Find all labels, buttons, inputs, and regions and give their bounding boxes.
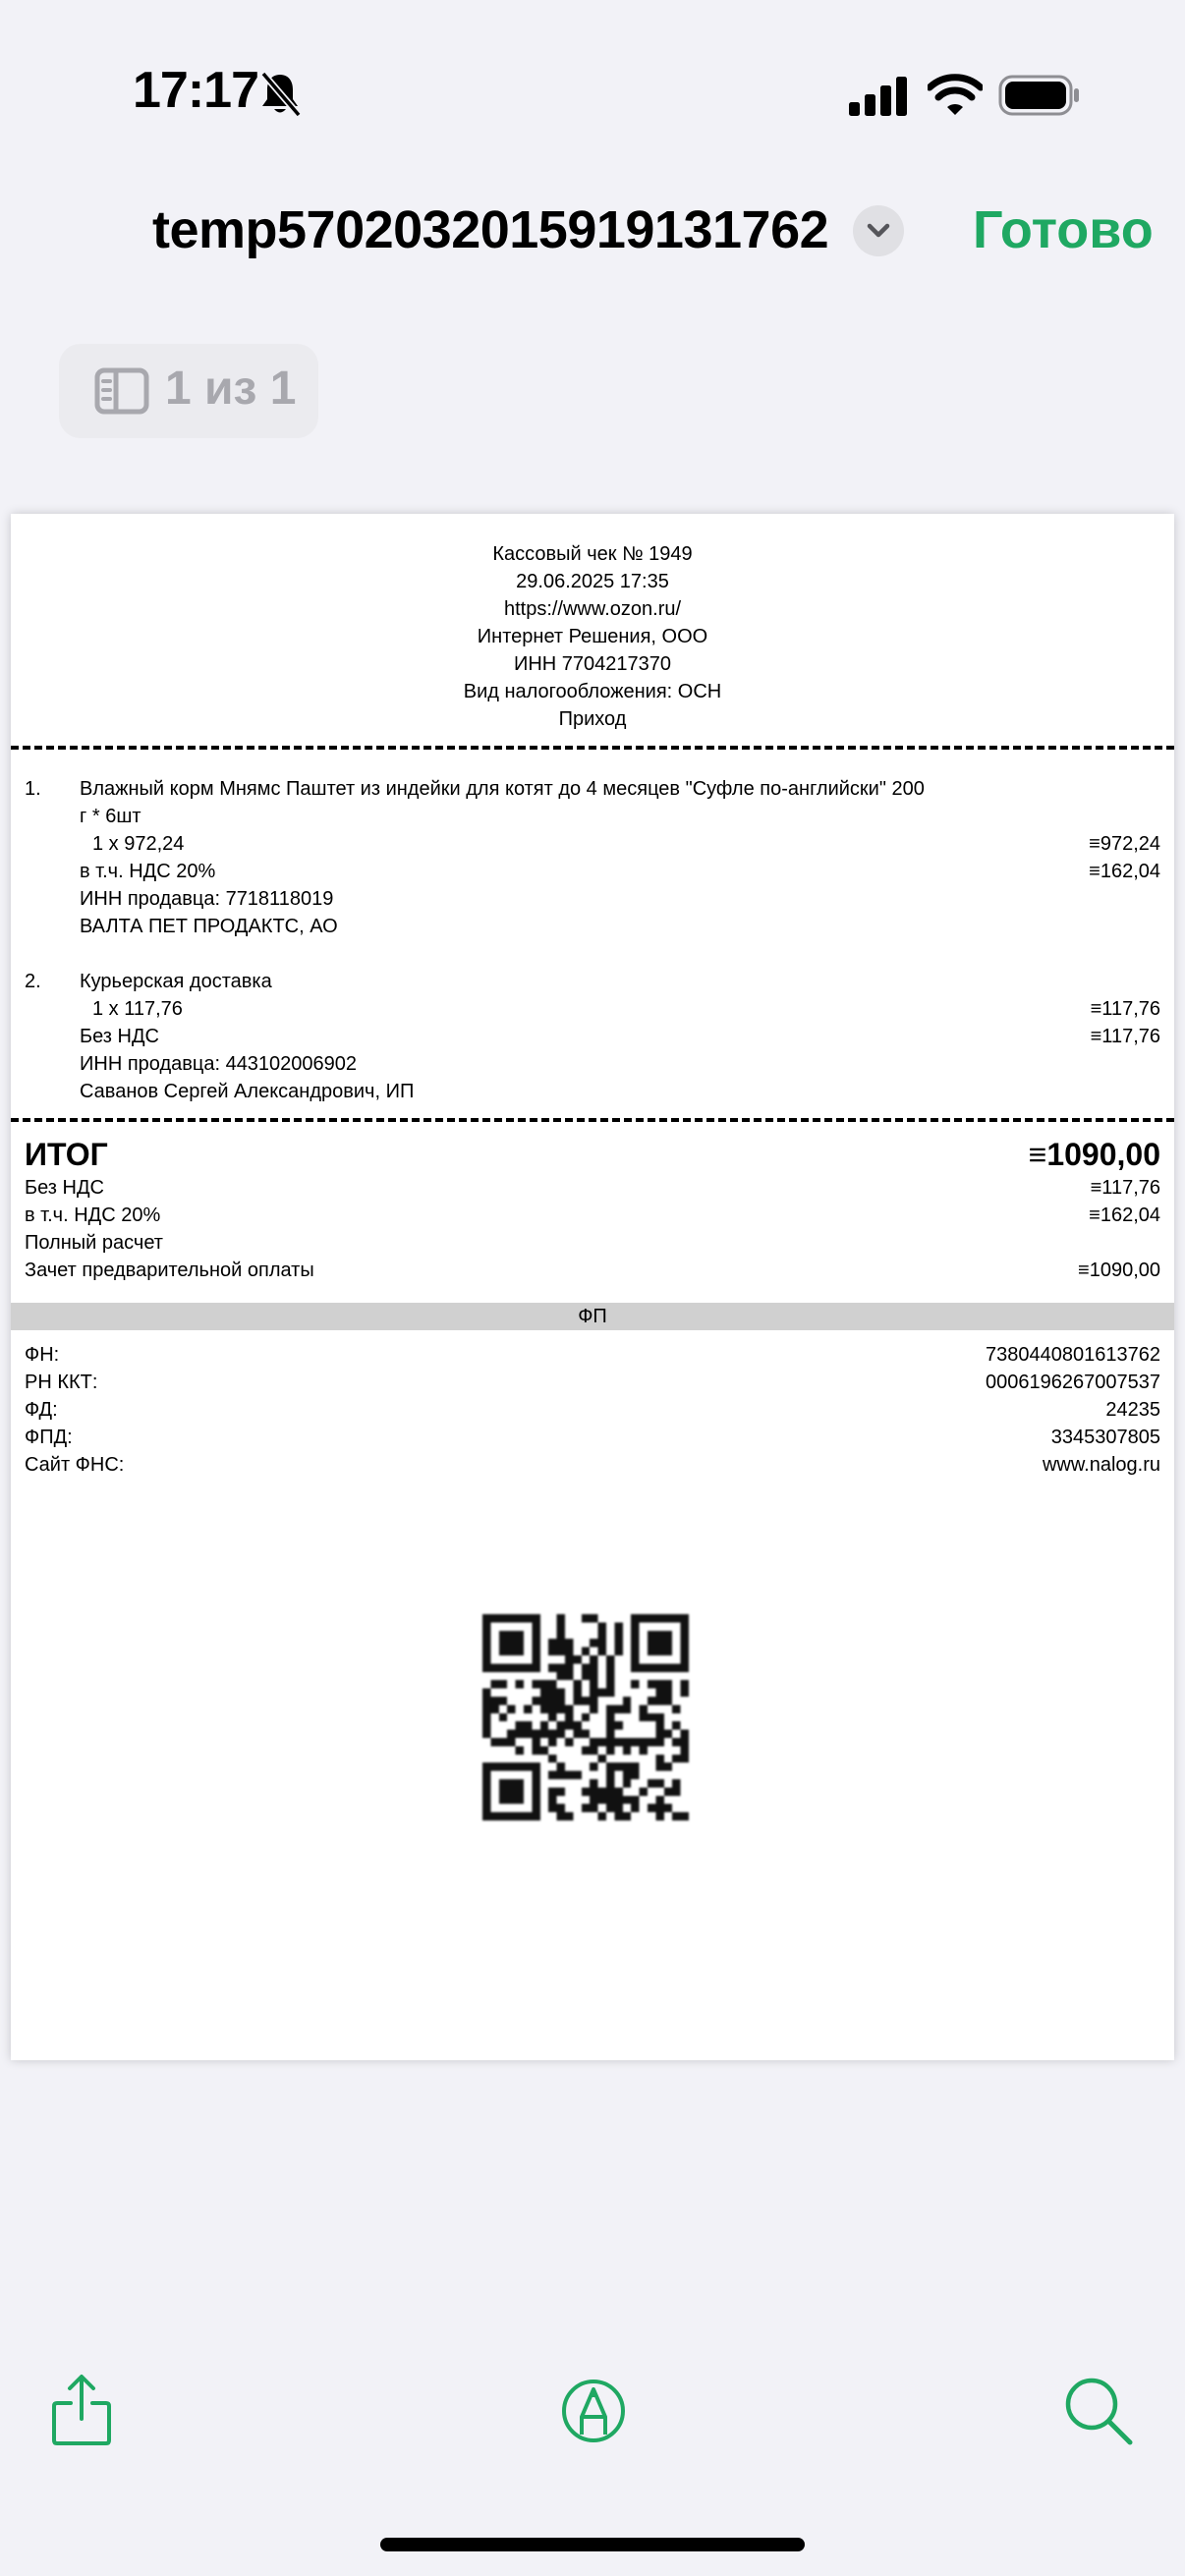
page-indicator[interactable] (59, 344, 318, 438)
document-title[interactable]: temp5702032015919131762 (152, 200, 829, 259)
battery-icon (998, 75, 1081, 116)
item-seller-name: Саванов Сергей Александрович, ИП (80, 1081, 415, 1102)
prepayment-label: Зачет предварительной оплаты (25, 1260, 314, 1281)
item-name: Влажный корм Мнямс Паштет из индейки для котят до 4 месяцев "Суфле по-английски" 200 (80, 778, 925, 800)
qr-code (482, 1614, 689, 1820)
item-name: Курьерская доставка (80, 971, 272, 992)
receipt-datetime: 29.06.2025 17:35 (516, 571, 669, 592)
item-qty-price: 1 x 972,24 (92, 833, 185, 855)
wifi-icon (928, 73, 983, 116)
vat-label: в т.ч. НДС 20% (25, 1204, 161, 1226)
item-vat-label: в т.ч. НДС 20% (80, 861, 216, 882)
payment-label: Полный расчет (25, 1232, 163, 1254)
fiscal-value: 7380440801613762 (986, 1344, 1160, 1366)
receipt-tax-system: Вид налогообложения: ОСН (463, 681, 722, 702)
item-vat-value: ≡162,04 (1089, 861, 1160, 882)
signal-icon (849, 77, 908, 116)
status-time: 17:17 (133, 62, 258, 119)
fiscal-label: ФПД: (25, 1427, 73, 1448)
receipt-company: Интернет Решения, ООО (477, 626, 708, 647)
fiscal-value: 0006196267007537 (986, 1372, 1160, 1393)
fiscal-value: 24235 (1105, 1399, 1160, 1421)
item-vat-label: Без НДС (80, 1026, 159, 1047)
item-sum: ≡117,76 (1090, 998, 1160, 1020)
search-icon[interactable] (1063, 2376, 1134, 2446)
item-seller-name: ВАЛТА ПЕТ ПРОДАКТС, АО (80, 916, 338, 937)
receipt-site: https://www.ozon.ru/ (503, 598, 682, 620)
receipt-page (11, 514, 1174, 2060)
fiscal-value: 3345307805 (1050, 1427, 1160, 1448)
receipt-inn: ИНН 7704217370 (513, 653, 672, 675)
fiscal-label: ФД: (25, 1399, 58, 1421)
title-menu-button[interactable] (853, 205, 904, 256)
item-qty-price: 1 x 117,76 (92, 998, 183, 1020)
total-label: ИТОГ (25, 1137, 108, 1172)
fp-bar: ФП (11, 1303, 1174, 1330)
sidebar-icon (94, 367, 149, 415)
fiscal-label: РН ККТ: (25, 1372, 98, 1393)
home-indicator (380, 2538, 805, 2551)
item-sum: ≡972,24 (1089, 833, 1160, 855)
item-seller-inn: ИНН продавца: 7718118019 (80, 888, 334, 910)
item-vat-value: ≡117,76 (1090, 1026, 1160, 1047)
page-indicator-label: 1 из 1 (165, 363, 297, 415)
divider (11, 1118, 1174, 1122)
no-vat-value: ≡117,76 (1090, 1177, 1160, 1199)
fiscal-label: ФН: (25, 1344, 60, 1366)
receipt-title: Кассовый чек № 1949 (492, 543, 693, 565)
bell-slash-icon (257, 71, 303, 118)
prepayment-value: ≡1090,00 (1078, 1260, 1160, 1281)
item-seller-inn: ИНН продавца: 443102006902 (80, 1053, 358, 1075)
item-number: 2. (25, 971, 41, 992)
vat-value: ≡162,04 (1089, 1204, 1160, 1226)
divider (11, 746, 1174, 750)
share-icon[interactable] (51, 2374, 112, 2446)
done-button[interactable]: Готово (973, 200, 1154, 259)
no-vat-label: Без НДС (25, 1177, 104, 1199)
fiscal-value: www.nalog.ru (1042, 1454, 1160, 1476)
fiscal-label: Сайт ФНС: (25, 1454, 125, 1476)
markup-icon[interactable] (560, 2378, 627, 2444)
chevron-down-icon (853, 205, 904, 256)
total-value: ≡1090,00 (1028, 1137, 1160, 1172)
receipt-operation: Приход (558, 708, 627, 730)
item-number: 1. (25, 778, 41, 800)
item-name-cont: г * 6шт (80, 806, 141, 827)
